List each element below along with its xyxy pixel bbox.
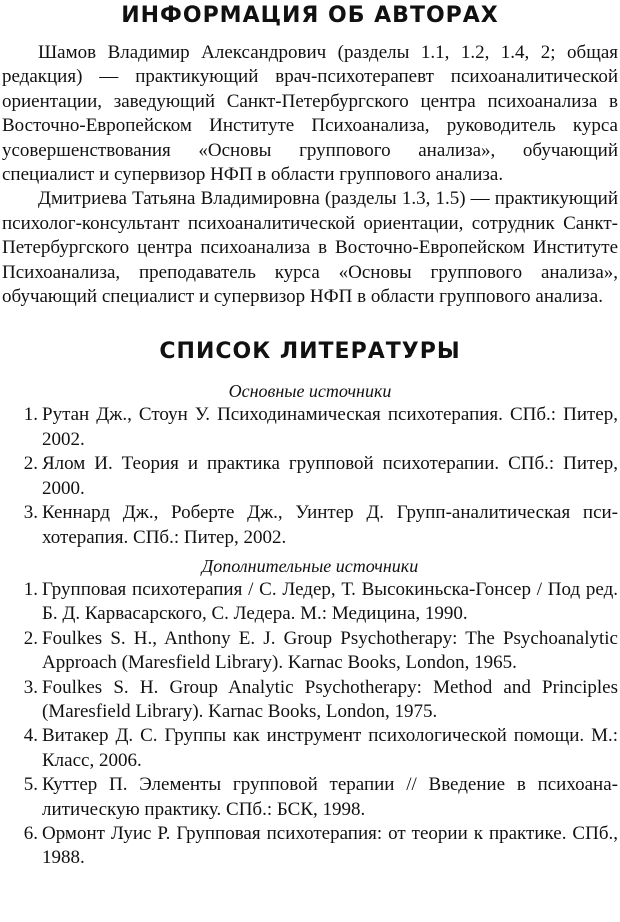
extra-sources-list <box>2 578 618 871</box>
item-text: Рутан Дж., Стоун У. Психодинамическая психотерапия. СПб.: Питер, 2002. <box>42 404 618 450</box>
authors-heading: ИНФОРМАЦИЯ ОБ АВТОРАХ <box>121 3 499 28</box>
item-number: 2. <box>23 453 38 475</box>
authors-section <box>2 41 618 309</box>
extra-sources-heading: Дополнительные источники <box>201 555 419 576</box>
item-number: 2. <box>23 627 38 649</box>
item-text: Групповая психотерапия / С. Ледер, Т. Высокиньска-Гонсер / Под ред. Б. Д. Карвасарского, С. Ледера. М.: Медицина, 1990. <box>42 578 618 625</box>
item-number: 5. <box>23 774 38 796</box>
item-text: Кеннард Дж., Роберте Дж., Уинтер Д. Групп-аналитическая психотерапия. СПб.: Питер, 2002. <box>42 502 618 548</box>
main-sources-list <box>2 403 618 549</box>
list-item <box>2 578 618 627</box>
item-text: Ормонт Луис Р. Групповая психотерапия: от теории к практике. СПб., 1988. <box>42 822 618 869</box>
list-item <box>2 501 618 550</box>
author-paragraph-shamov: Шамов Владимир Александрович (разделы 1.1, 1.2, 1.4, 2; общая редакция) — практикующий врач-психотерапевт психоаналитической ориентации, заведующий Санкт-Петербургского центра психоанализа в Восточно-Европейском Институте Психоанализа, руководитель курса усовершенствования «Основы группового анализа», обучающий специалист и супервизор НФП в области группового анализа. <box>2 42 618 186</box>
author-paragraph-dmitrieva: Дмитриева Татьяна Владимировна (разделы 1.3, 1.5) — практикующий психолог-консультант психоаналитической ориентации, сотрудник Санкт-Петербургского центра психоанализа в Восточно-Европейском Институте Психоанализа, преподаватель курса «Основы группового анализа», обучающий специалист и супервизор НФП в области группового анализа. <box>2 188 618 308</box>
item-number: 1. <box>23 404 38 426</box>
list-item <box>2 627 618 676</box>
item-text: Витакер Д. С. Группы как инструмент психологической помощи. М.: Класс, 2006. <box>42 725 618 771</box>
item-text: Foulkes S. H. Group Analytic Psychotherapy: Method and Principles (Maresfield Library). Karnac Books, London, 1975. <box>42 676 618 722</box>
list-item <box>2 676 618 725</box>
item-number: 3. <box>23 502 38 524</box>
item-number: 6. <box>23 822 38 844</box>
item-number: 4. <box>23 725 38 747</box>
item-number: 1. <box>23 578 38 600</box>
literature-heading: СПИСОК ЛИТЕРАТУРЫ <box>159 339 461 365</box>
list-item <box>2 822 618 871</box>
item-text: Куттер П. Элементы групповой терапии // Введение в психоаналитическую практику. СПб.: БСК, 1998. <box>42 774 618 820</box>
main-sources-heading: Основные источники <box>228 381 392 402</box>
list-item <box>2 773 618 822</box>
item-text: Foulkes S. H., Anthony E. J. Group Psychotherapy: The Psychoanalytic Approach (Maresfield Library). Karnac Books, London, 1965. <box>42 627 618 674</box>
list-item <box>2 403 618 452</box>
item-text: Ялом И. Теория и практика групповой психотерапии. СПб.: Питер, 2000. <box>42 453 618 499</box>
list-item <box>2 724 618 773</box>
list-item <box>2 452 618 501</box>
item-number: 3. <box>23 676 38 698</box>
